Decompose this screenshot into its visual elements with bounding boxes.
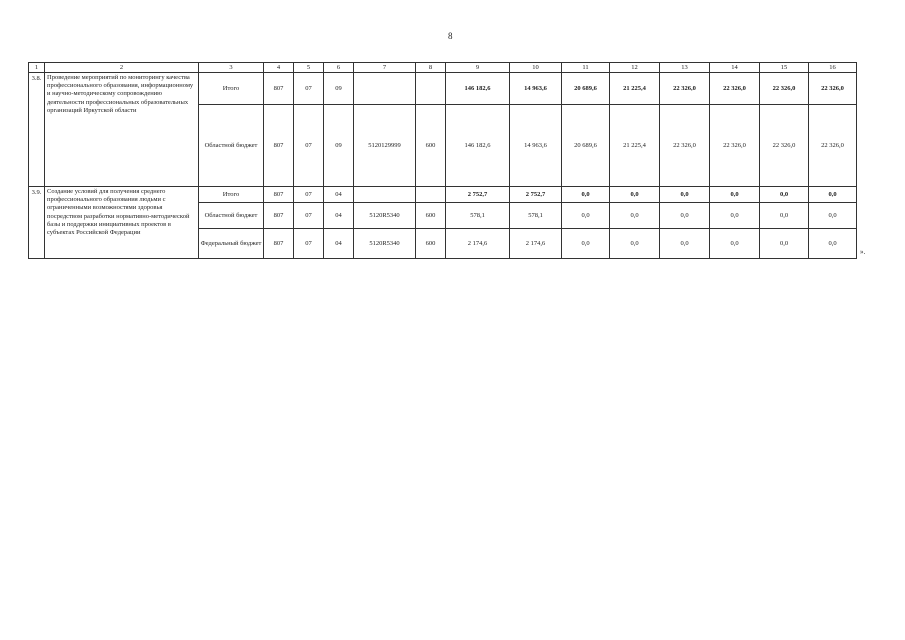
cell: 5120129999 — [354, 105, 416, 187]
cell: 807 — [264, 203, 294, 229]
cell: 5120R5340 — [354, 203, 416, 229]
amount-cell: 20 689,6 — [562, 73, 610, 105]
col-number: 9 — [446, 63, 510, 73]
cell — [354, 187, 416, 203]
cell: 600 — [416, 203, 446, 229]
col-number: 11 — [562, 63, 610, 73]
amount-cell: 21 225,4 — [610, 105, 660, 187]
item-description: Создание условий для получения среднего профессионального образования людьми с ограниченными возможностями здоровья посредством разработки нормативно-методической базы и поддержки инициативных проектов в субъектах Российской Федерации — [45, 187, 199, 259]
cell: 5120R5340 — [354, 229, 416, 259]
cell: 07 — [294, 203, 324, 229]
cell: 09 — [324, 73, 354, 105]
col-number: 8 — [416, 63, 446, 73]
cell: 807 — [264, 229, 294, 259]
amount-cell: 0,0 — [562, 187, 610, 203]
amount-cell: 0,0 — [660, 187, 710, 203]
amount-cell: 22 326,0 — [710, 73, 760, 105]
col-number: 6 — [324, 63, 354, 73]
amount-cell: 0,0 — [809, 229, 857, 259]
amount-cell: 14 963,6 — [510, 105, 562, 187]
col-number: 1 — [29, 63, 45, 73]
amount-cell: 21 225,4 — [610, 73, 660, 105]
amount-cell: 578,1 — [446, 203, 510, 229]
amount-cell: 22 326,0 — [660, 73, 710, 105]
cell: 807 — [264, 187, 294, 203]
amount-cell: 0,0 — [610, 187, 660, 203]
col-number: 3 — [199, 63, 264, 73]
cell — [416, 187, 446, 203]
amount-cell: 0,0 — [809, 187, 857, 203]
item-number: 3.9. — [29, 187, 45, 259]
amount-cell: 22 326,0 — [710, 105, 760, 187]
col-number: 12 — [610, 63, 660, 73]
amount-cell: 578,1 — [510, 203, 562, 229]
funding-source: Областной бюджет — [199, 203, 264, 229]
amount-cell: 0,0 — [710, 187, 760, 203]
amount-cell: 146 182,6 — [446, 105, 510, 187]
amount-cell: 0,0 — [610, 203, 660, 229]
col-number: 7 — [354, 63, 416, 73]
col-number: 2 — [45, 63, 199, 73]
table-row — [29, 187, 857, 203]
cell: 07 — [294, 105, 324, 187]
funding-source: Итого — [199, 73, 264, 105]
col-number: 4 — [264, 63, 294, 73]
amount-cell: 0,0 — [660, 229, 710, 259]
amount-cell: 0,0 — [760, 203, 809, 229]
table-row — [29, 73, 857, 105]
amount-cell: 22 326,0 — [760, 73, 809, 105]
amount-cell: 0,0 — [660, 203, 710, 229]
cell: 600 — [416, 105, 446, 187]
col-number: 10 — [510, 63, 562, 73]
funding-source: Областной бюджет — [199, 105, 264, 187]
col-number: 14 — [710, 63, 760, 73]
col-number: 15 — [760, 63, 809, 73]
cell: 07 — [294, 229, 324, 259]
amount-cell: 0,0 — [562, 203, 610, 229]
program-funding-table — [28, 62, 857, 259]
cell: 04 — [324, 203, 354, 229]
amount-cell: 2 752,7 — [446, 187, 510, 203]
amount-cell: 0,0 — [809, 203, 857, 229]
item-description: Проведение мероприятий по мониторингу качества профессионального образования, информационному и научно-методическому сопровождению деятельности профессиональных образовательных организаций Иркутской области — [45, 73, 199, 187]
amount-cell: 2 752,7 — [510, 187, 562, 203]
amount-cell: 0,0 — [760, 229, 809, 259]
cell: 04 — [324, 229, 354, 259]
amount-cell: 14 963,6 — [510, 73, 562, 105]
col-number: 16 — [809, 63, 857, 73]
page-number: 8 — [448, 31, 453, 41]
amount-cell: 20 689,6 — [562, 105, 610, 187]
amount-cell: 22 326,0 — [760, 105, 809, 187]
amount-cell: 22 326,0 — [809, 105, 857, 187]
amount-cell: 0,0 — [710, 229, 760, 259]
amount-cell: 0,0 — [710, 203, 760, 229]
amount-cell: 22 326,0 — [660, 105, 710, 187]
column-number-row — [29, 63, 857, 73]
amount-cell: 0,0 — [610, 229, 660, 259]
funding-source: Итого — [199, 187, 264, 203]
cell: 807 — [264, 105, 294, 187]
cell — [354, 73, 416, 105]
item-number: 3.8. — [29, 73, 45, 187]
amount-cell: 146 182,6 — [446, 73, 510, 105]
closing-quote-mark: ». — [860, 248, 866, 256]
amount-cell: 2 174,6 — [510, 229, 562, 259]
col-number: 13 — [660, 63, 710, 73]
cell: 09 — [324, 105, 354, 187]
cell: 600 — [416, 229, 446, 259]
col-number: 5 — [294, 63, 324, 73]
cell: 07 — [294, 73, 324, 105]
cell: 807 — [264, 73, 294, 105]
amount-cell: 0,0 — [760, 187, 809, 203]
cell: 04 — [324, 187, 354, 203]
amount-cell: 0,0 — [562, 229, 610, 259]
amount-cell: 2 174,6 — [446, 229, 510, 259]
cell: 07 — [294, 187, 324, 203]
funding-source: Федеральный бюджет — [199, 229, 264, 259]
amount-cell: 22 326,0 — [809, 73, 857, 105]
cell — [416, 73, 446, 105]
